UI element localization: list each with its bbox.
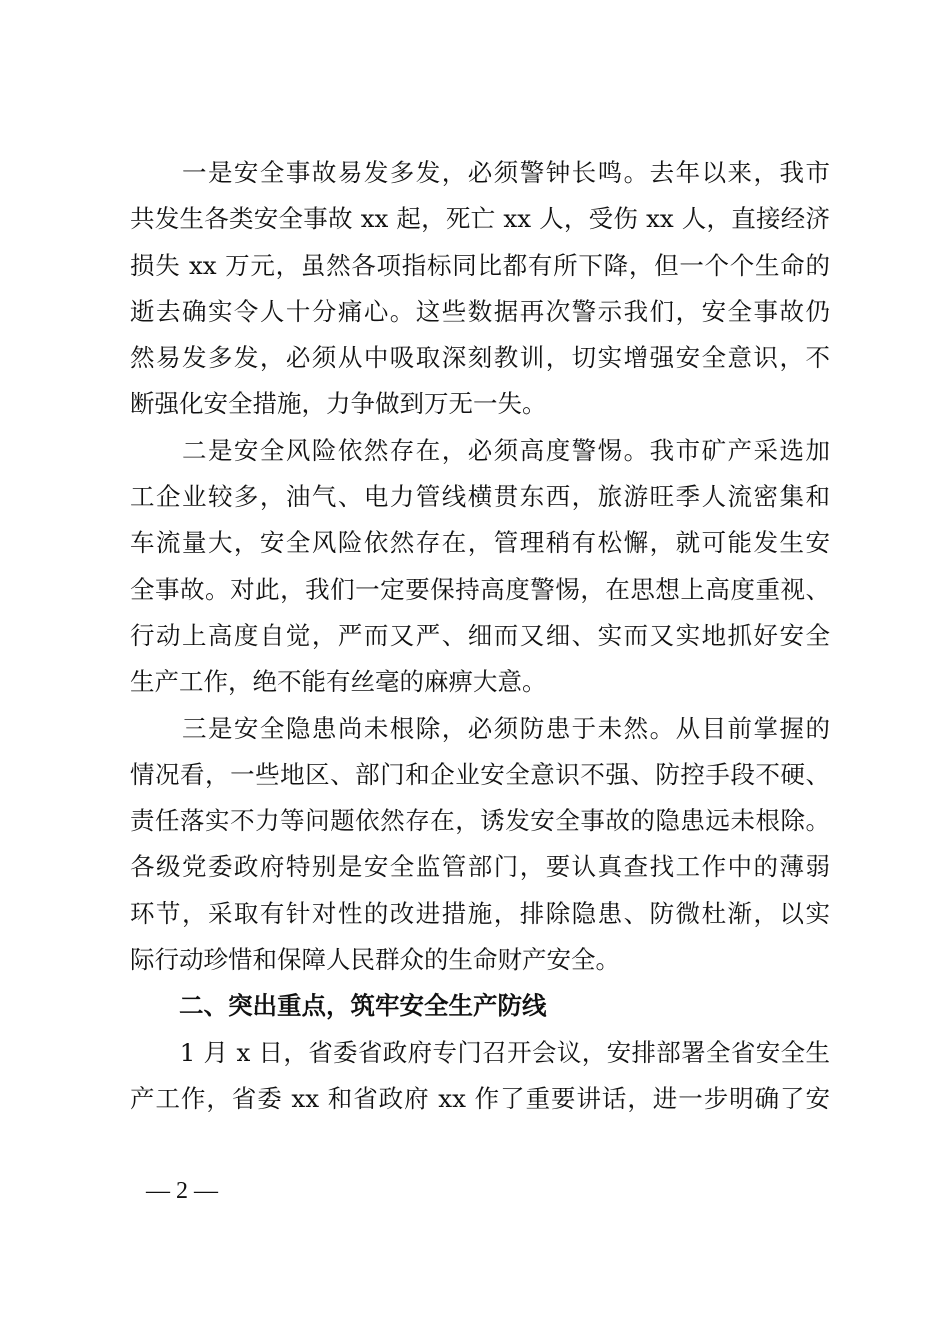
text-line: 环节，采取有针对性的改进措施，排除隐患、防微杜渐，以实 — [130, 898, 830, 928]
text-line: 各级党委政府特别是安全监管部门，要认真查找工作中的薄弱 — [130, 852, 830, 882]
paragraph-provincial-meeting — [130, 1030, 830, 1123]
text-line: 二是安全风险依然存在，必须高度警惕。我市矿产采选加 — [130, 435, 830, 465]
text-line: 全事故。对此，我们一定要保持高度警惕，在思想上高度重视、 — [130, 574, 830, 604]
page-number: — 2 — — [146, 1178, 218, 1204]
text-line: 损失 xx 万元，虽然各项指标同比都有所下降，但一个个生命的 — [130, 250, 830, 280]
paragraph-safety-accidents — [130, 150, 830, 428]
paragraph-safety-risks — [130, 428, 830, 706]
section-heading — [130, 983, 830, 1029]
text-line: 1 月 x 日，省委省政府专门召开会议，安排部署全省安全生 — [130, 1037, 830, 1067]
text-line: 产工作，省委 xx 和省政府 xx 作了重要讲话，进一步明确了安 — [130, 1083, 830, 1113]
text-line: 情况看，一些地区、部门和企业安全意识不强、防控手段不硬、 — [130, 759, 830, 789]
text-line: 然易发多发，必须从中吸取深刻教训，切实增强安全意识，不 — [130, 343, 830, 373]
text-line: 责任落实不力等问题依然存在，诱发安全事故的隐患远未根除。 — [130, 806, 830, 836]
text-line: 断强化安全措施，力争做到万无一失。 — [130, 389, 547, 419]
text-line: 一是安全事故易发多发，必须警钟长鸣。去年以来，我市 — [130, 158, 830, 187]
text-line: 生产工作，绝不能有丝毫的麻痹大意。 — [130, 667, 547, 697]
heading-text: 二、突出重点，筑牢安全生产防线 — [130, 991, 547, 1021]
document-body — [130, 150, 830, 1122]
text-line: 共发生各类安全事故 xx 起，死亡 xx 人，受伤 xx 人，直接经济 — [130, 204, 830, 234]
text-line: 际行动珍惜和保障人民群众的生命财产安全。 — [130, 945, 620, 975]
text-line: 逝去确实令人十分痛心。这些数据再次警示我们，安全事故仍 — [130, 296, 830, 326]
paragraph-hidden-dangers — [130, 706, 830, 984]
text-line: 工企业较多，油气、电力管线横贯东西，旅游旺季人流密集和 — [130, 482, 830, 512]
text-line: 行动上高度自觉，严而又严、细而又细、实而又实地抓好安全 — [130, 620, 830, 650]
text-line: 车流量大，安全风险依然存在，管理稍有松懈，就可能发生安 — [130, 528, 830, 558]
text-line: 三是安全隐患尚未根除，必须防患于未然。从目前掌握的 — [130, 713, 830, 743]
